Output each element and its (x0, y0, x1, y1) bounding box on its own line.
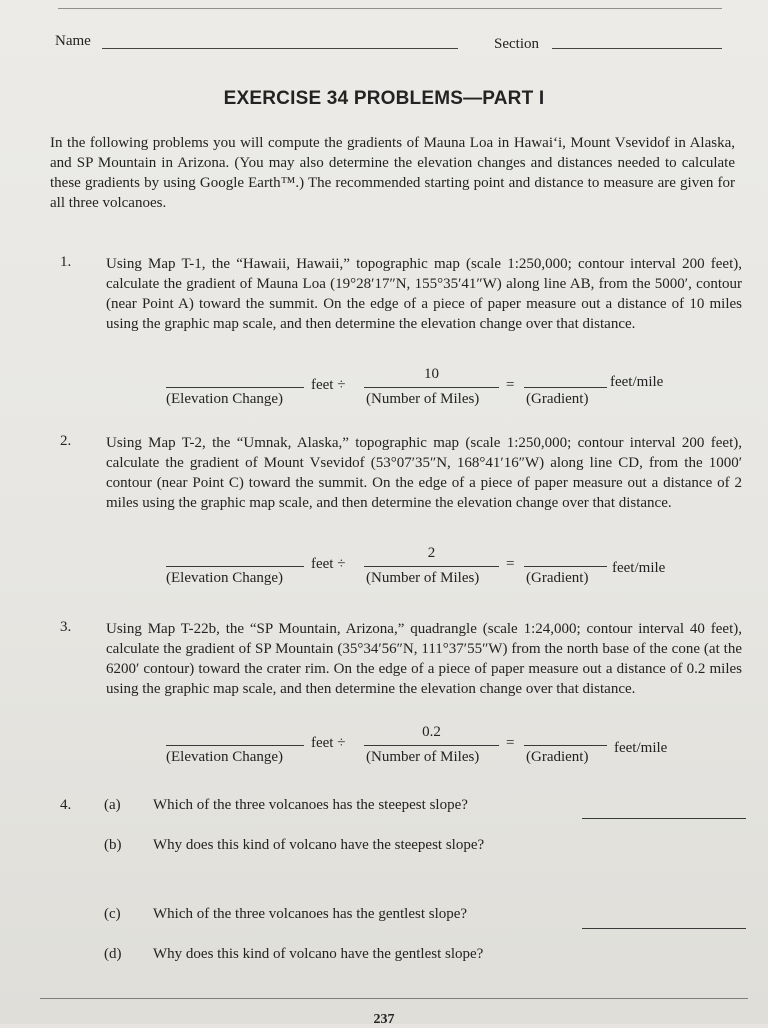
problem-2-elevation-blank[interactable] (166, 566, 304, 567)
problem-3-feet-div: feet ÷ (311, 735, 346, 751)
problem-3-gradient-blank[interactable] (524, 745, 607, 746)
problem-3-gradient-label: (Gradient) (526, 749, 589, 765)
q4-part-d-letter: (d) (104, 946, 122, 962)
problem-1-number: 1. (60, 254, 72, 270)
q4-part-c-text: Which of the three volcanoes has the gentlest slope? (153, 906, 468, 922)
problem-4-number: 4. (60, 797, 72, 813)
problem-1-gradient-blank[interactable] (524, 387, 607, 388)
problem-2-equals: = (506, 556, 515, 572)
problem-3-equals: = (506, 735, 515, 751)
problem-2-miles-value: 2 (427, 545, 436, 561)
problem-2-unit: feet/mile (612, 560, 666, 576)
problem-1-feet-div: feet ÷ (311, 377, 346, 393)
name-label: Name (55, 33, 91, 49)
q4-part-c-letter: (c) (104, 906, 121, 922)
problem-2-feet-div: feet ÷ (311, 556, 346, 572)
problem-3-miles-value: 0.2 (422, 724, 441, 740)
problem-1-miles-value: 10 (424, 366, 439, 382)
section-label: Section (494, 36, 539, 52)
q4-part-a-letter: (a) (104, 797, 121, 813)
q4-part-b-letter: (b) (104, 837, 122, 853)
problem-1-miles-label: (Number of Miles) (366, 391, 480, 407)
problem-1-unit: feet/mile (610, 374, 664, 390)
q4-part-b-text: Why does this kind of volcano have the steepest slope? (153, 837, 485, 853)
problem-2-text: Using Map T-2, the “Umnak, Alaska,” topographic map (scale 1:250,000; contour interval 200 feet), calculate the gradient of Mount Vsevidof (53°07′35″N, 168°41′16″W) along line CD, from the 1000′ contour (near Point C) toward the summit. On the edge of a piece of paper measure out a distance of 2 miles using the graphic map scale, and then determine the elevation change over that distance. (106, 435, 742, 511)
problem-2-miles-label: (Number of Miles) (366, 570, 480, 586)
problem-3-text: Using Map T-22b, the “SP Mountain, Arizona,” quadrangle (scale 1:24,000; contour interval 40 feet), calculate the gradient of SP Mountain (35°34′56″N, 111°37′55″W) from the north base of the cone (at the 6200′ contour) toward the crater rim. On the edge of a piece of paper measure out a distance of 0.2 miles using the graphic map scale, and then determine the elevation change over that distance. (106, 621, 742, 697)
section-field[interactable] (552, 48, 722, 49)
problem-1-elevation-label: (Elevation Change) (166, 391, 284, 407)
problem-2-gradient-blank[interactable] (524, 566, 607, 567)
problem-3-number: 3. (60, 619, 72, 635)
intro-paragraph: In the following problems you will compute the gradients of Mauna Loa in Hawaiʻi, Mount Vsevidof in Alaska, and SP Mountain in Arizona. (You may also determine the elevation changes and distances needed to calculate these gradients by using Google Earth™.) The recommended starting point and distance to measure are given for all three volcanoes. (50, 135, 735, 211)
problem-2-gradient-label: (Gradient) (526, 570, 589, 586)
bottom-rule (40, 998, 748, 999)
problem-3-miles-label: (Number of Miles) (366, 749, 480, 765)
q4-part-c-answer-line[interactable] (582, 928, 746, 929)
problem-1-gradient-label: (Gradient) (526, 391, 589, 407)
name-field[interactable] (102, 48, 458, 49)
problem-3-unit: feet/mile (614, 740, 668, 756)
page-number: 237 (373, 1012, 395, 1027)
problem-2-miles-line (364, 566, 499, 567)
problem-3-elevation-label: (Elevation Change) (166, 749, 284, 765)
q4-part-a-answer-line[interactable] (582, 818, 746, 819)
problem-1-text: Using Map T-1, the “Hawaii, Hawaii,” topographic map (scale 1:250,000; contour interval 200 feet), calculate the gradient of Mauna Loa (19°28′17″N, 155°35′41″W) along line AB, from the 5000′, contour (near Point A) toward the summit. On the edge of a piece of paper measure out a distance of 10 miles using the graphic map scale, and then determine the elevation change over that distance. (106, 256, 742, 332)
q4-part-d-text: Why does this kind of volcano have the gentlest slope? (153, 946, 484, 962)
problem-2-elevation-label: (Elevation Change) (166, 570, 284, 586)
problem-1-elevation-blank[interactable] (166, 387, 304, 388)
problem-2-number: 2. (60, 433, 72, 449)
problem-3-elevation-blank[interactable] (166, 745, 304, 746)
problem-1-miles-line (364, 387, 499, 388)
problem-3-miles-line (364, 745, 499, 746)
top-rule (58, 8, 722, 9)
page-title: EXERCISE 34 PROBLEMS—PART I (223, 88, 545, 109)
problem-1-equals: = (506, 377, 515, 393)
q4-part-a-text: Which of the three volcanoes has the steepest slope? (153, 797, 468, 813)
